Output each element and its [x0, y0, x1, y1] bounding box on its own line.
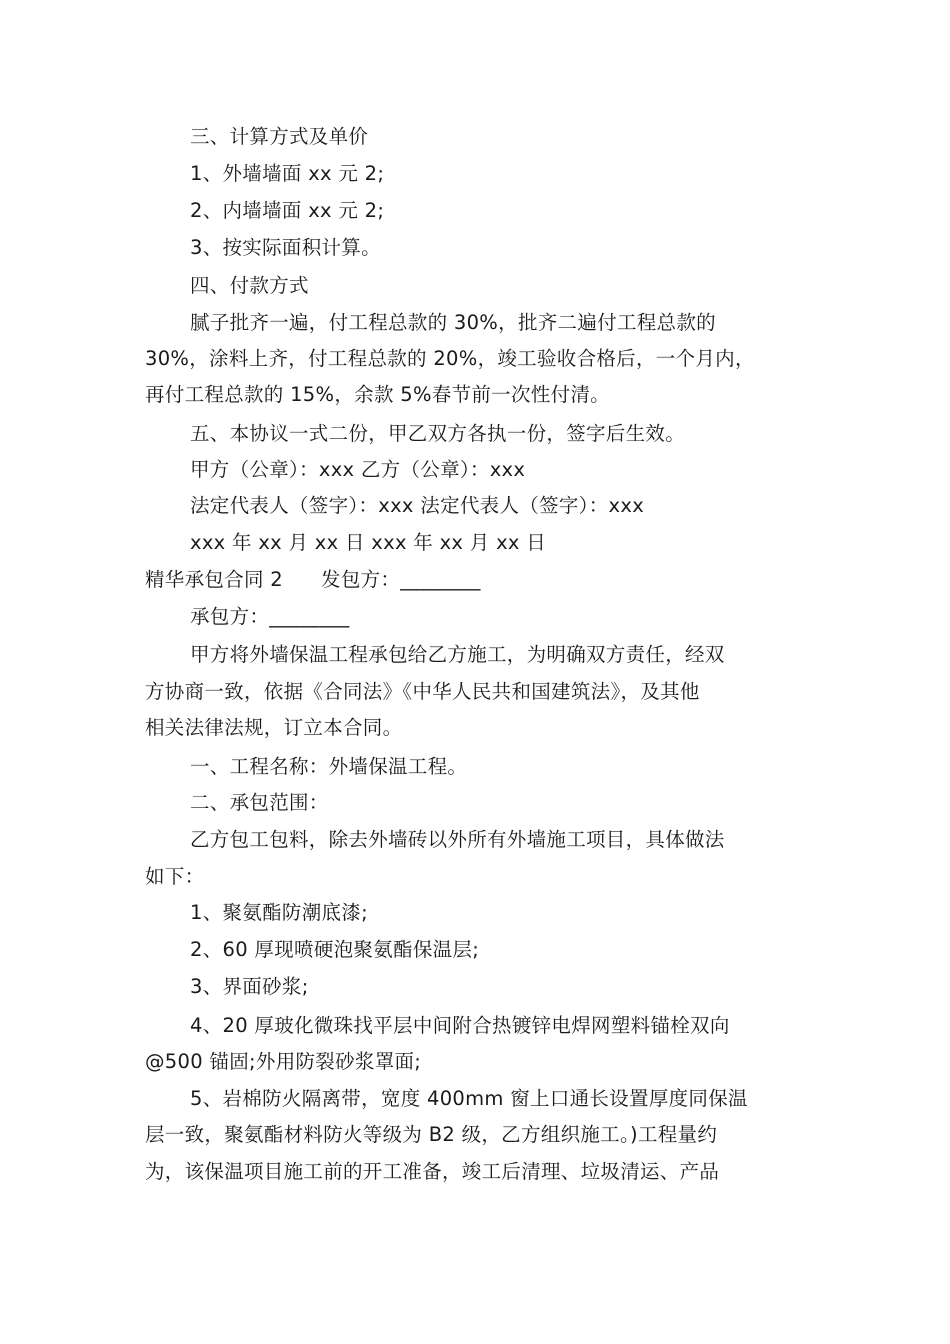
signature-line: 甲方（公章）：xxx 乙方（公章）：xxx: [190, 458, 526, 481]
date-line: xxx 年 xx 月 xx 日 xxx 年 xx 月 xx 日: [190, 531, 547, 554]
paragraph: 30%，涂料上齐，付工程总款的 20%，竣工验收合格后，一个月内，: [145, 347, 755, 370]
paragraph: 腻子批齐一遍，付工程总款的 30%，批齐二遍付工程总款的: [190, 311, 716, 334]
section-heading-pricing: 三、计算方式及单价: [190, 125, 369, 148]
contract-title-line: [145, 568, 481, 592]
section-heading-payment: 四、付款方式: [190, 274, 309, 297]
paragraph: 甲方将外墙保温工程承包给乙方施工，为明确双方责任，经双: [190, 643, 725, 666]
employer-field: 发包方：________: [321, 568, 481, 591]
paragraph: 2、内墙墙面 xx 元 2;: [190, 199, 385, 222]
paragraph: 3、按实际面积计算。: [190, 236, 381, 259]
paragraph: 五、本协议一式二份，甲乙双方各执一份，签字后生效。: [190, 422, 686, 445]
paragraph: 相关法律法规，订立本合同。: [145, 716, 403, 739]
list-item: @500 锚固;外用防裂砂浆罩面;: [145, 1050, 422, 1073]
section-heading-project-name: 一、工程名称：外墙保温工程。: [190, 755, 468, 778]
list-item: 2、60 厚现喷硬泡聚氨酯保温层;: [190, 938, 480, 961]
list-item: 层一致，聚氨酯材料防火等级为 B2 级，乙方组织施工。)工程量约: [145, 1123, 718, 1146]
paragraph: 为，该保温项目施工前的开工准备，竣工后清理、垃圾清运、产品: [145, 1160, 720, 1183]
contractor-field: 承包方：________: [190, 605, 350, 628]
list-item: 3、界面砂浆;: [190, 975, 309, 998]
signature-line: 法定代表人（签字）：xxx 法定代表人（签字）：xxx: [190, 494, 645, 517]
paragraph: 再付工程总款的 15%，余款 5%春节前一次性付清。: [145, 383, 610, 406]
paragraph: 如下：: [145, 865, 205, 888]
list-item: 5、岩棉防火隔离带，宽度 400mm 窗上口通长设置厚度同保温: [190, 1087, 748, 1110]
paragraph: 乙方包工包料，除去外墙砖以外所有外墙施工项目，具体做法: [190, 828, 725, 851]
paragraph: 1、外墙墙面 xx 元 2;: [190, 162, 385, 185]
list-item: 4、20 厚玻化微珠找平层中间附合热镀锌电焊网塑料锚栓双向: [190, 1014, 730, 1037]
list-item: 1、聚氨酯防潮底漆;: [190, 901, 368, 924]
contract-title: 精华承包合同 2: [145, 568, 284, 591]
section-heading-scope: 二、承包范围：: [190, 791, 329, 814]
paragraph: 方协商一致，依据《合同法》《中华人民共和国建筑法》，及其他: [145, 680, 700, 703]
